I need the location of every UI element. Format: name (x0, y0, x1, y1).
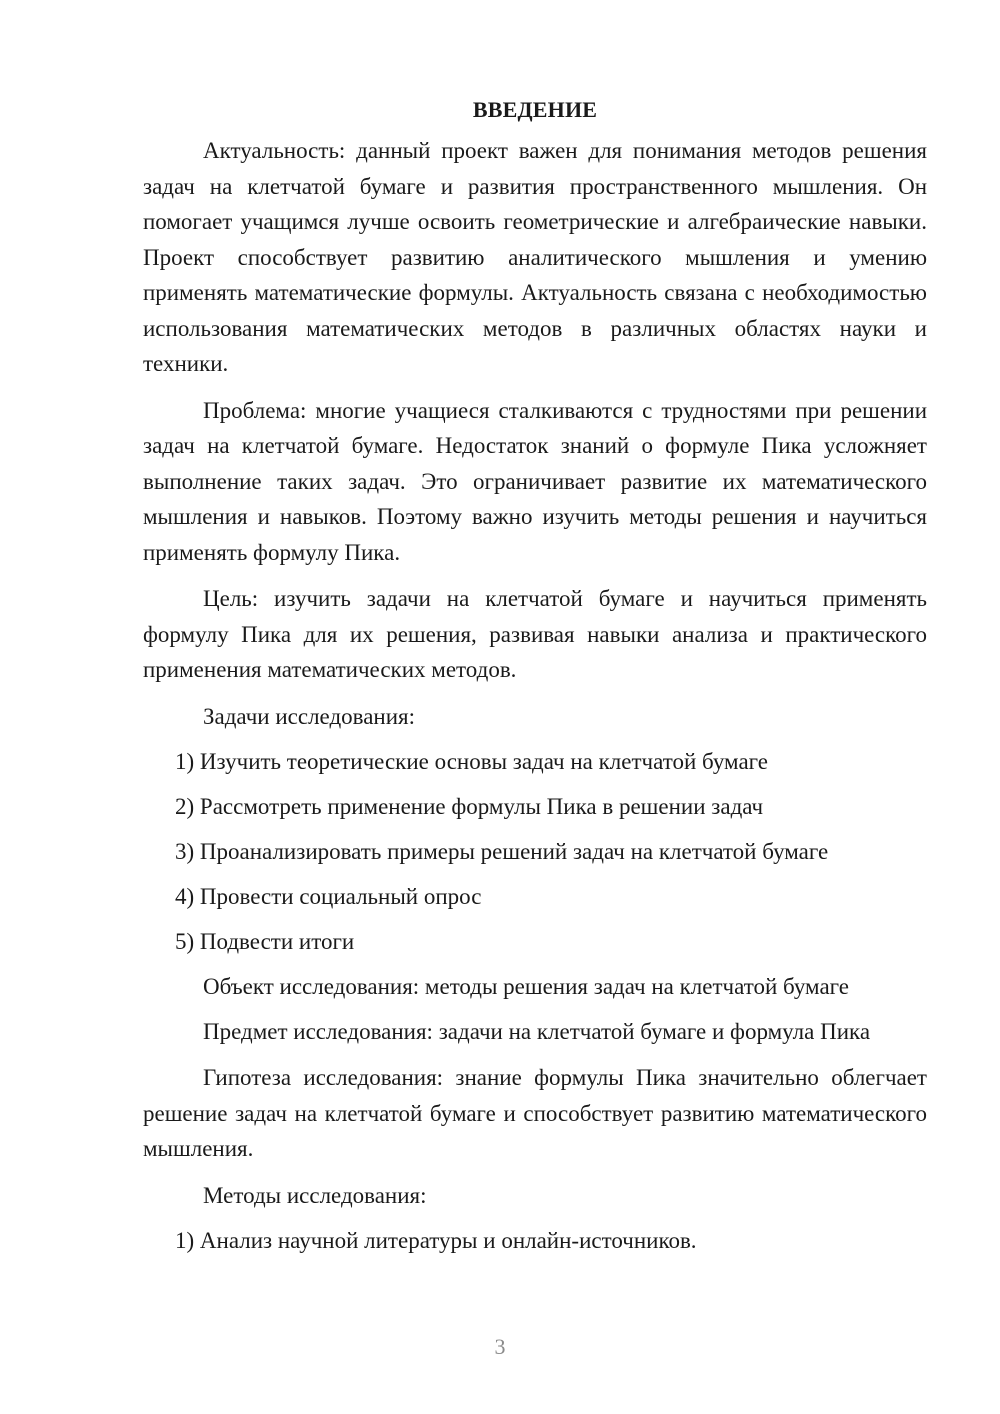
task-item: 1) Изучить теоретические основы задач на клетчатой бумаге (175, 748, 769, 774)
tasks-title: Задачи исследования: (203, 703, 416, 729)
task-item: 3) Проанализировать примеры решений задач на клетчатой бумаге (175, 838, 829, 864)
section-heading: ВВЕДЕНИЕ (472, 97, 598, 122)
research-object: Объект исследования: методы решения задач на клетчатой бумаге (203, 973, 849, 999)
task-item: 4) Провести социальный опрос (175, 883, 482, 909)
page-number: 3 (494, 1334, 506, 1359)
relevance-paragraph: Актуальность: данный проект важен для понимания методов решения задач на клетчатой бумаге и развития пространственного мышления. Он помогает учащимся лучше освоить геометрические и алгебраические навыки. Проект способствует развитию аналитического мышления и умению применять математические формулы. Актуальность связана с необходимостью использования математических методов в различных областях науки и техники. (143, 138, 927, 376)
tasks-list (143, 744, 927, 959)
task-item: 5) Подвести итоги (175, 928, 355, 954)
page-body (143, 93, 927, 1268)
methods-title: Методы исследования: (203, 1182, 427, 1208)
task-item: 2) Рассмотреть применение формулы Пика в решении задач (175, 793, 764, 819)
problem-paragraph: Проблема: многие учащиеся сталкиваются с трудностями при решении задач на клетчатой бумаге. Недостаток знаний о формуле Пика усложняет выполнение таких задач. Это ограничивает развитие их математического мышления и навыков. Поэтому важно изучить методы решения и научиться применять формулу Пика. (143, 397, 927, 565)
research-subject: Предмет исследования: задачи на клетчатой бумаге и формула Пика (203, 1018, 871, 1044)
method-item: 1) Анализ научной литературы и онлайн-источников. (175, 1227, 697, 1253)
goal-paragraph: Цель: изучить задачи на клетчатой бумаге и научиться применять формулу Пика для их решения, развивая навыки анализа и практического применения математических методов. (143, 586, 927, 682)
methods-list (143, 1223, 927, 1258)
hypothesis-paragraph: Гипотеза исследования: знание формулы Пика значительно облегчает решение задач на клетчатой бумаге и способствует развитию математического мышления. (143, 1065, 927, 1161)
